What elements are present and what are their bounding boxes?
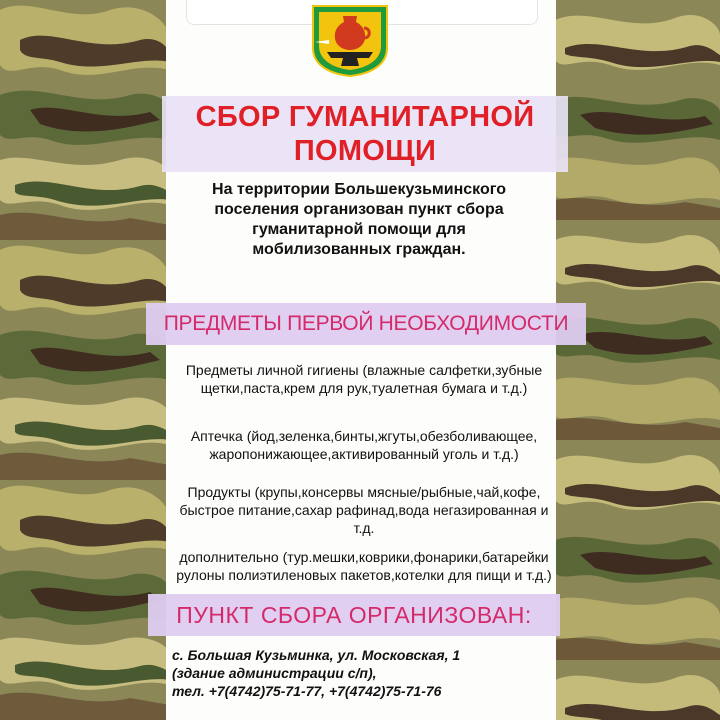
title-line: СБОР ГУМАНИТАРНОЙ (195, 101, 535, 133)
essentials-item-food (168, 483, 560, 537)
intro-paragraph (178, 180, 540, 260)
poster-title (162, 96, 568, 172)
essentials-heading: ПРЕДМЕТЫ ПЕРВОЙ НЕОБХОДИМОСТИ (146, 303, 586, 345)
coat-of-arms-jug-anvil-icon (309, 4, 391, 78)
essentials-item-additional (168, 548, 560, 584)
item-line: Аптечка (йод,зеленка,бинты,жгуты,обезболивающее, (190, 428, 538, 444)
item-line: Предметы личной гигиены (влажные салфетки,зубные (185, 362, 543, 378)
item-line: дополнительно (тур.мешки,коврики,фонарики,батарейки (179, 549, 549, 565)
camouflage-background-right (555, 0, 720, 720)
item-line: т.д. (353, 520, 375, 536)
item-line: быстрое питание,сахар рафинад,вода негазированная и (179, 502, 549, 518)
collection-point-heading: ПУНКТ СБОРА ОРГАНИЗОВАН: (148, 594, 560, 636)
intro-line: гуманитарной помощи для (252, 221, 466, 238)
phone-numbers: тел. +7(4742)75-71-77, +7(4742)75-71-76 (172, 683, 442, 699)
intro-line: поселения организован пункт сбора (214, 201, 504, 218)
item-line: рулоны полиэтиленовых пакетов,котелки для пищи и т.д.) (176, 567, 552, 583)
title-line: ПОМОЩИ (293, 135, 437, 167)
collection-point-address (172, 646, 552, 700)
essentials-item-first-aid (168, 427, 560, 463)
item-line: щетки,паста,крем для рук,туалетная бумага и т.д.) (200, 380, 528, 396)
address-line: (здание администрации с/п), (172, 665, 377, 681)
intro-line: На территории Большекузьминского (212, 181, 506, 198)
intro-line: мобилизованных граждан. (252, 241, 466, 258)
essentials-item-hygiene (168, 361, 560, 397)
item-line: жаропонижающее,активированный уголь и т.д.) (209, 446, 519, 462)
camouflage-background-left (0, 0, 170, 720)
address-line: с. Большая Кузьминка, ул. Московская, 1 (172, 647, 461, 663)
item-line: Продукты (крупы,консервы мясные/рыбные,чай,кофе, (187, 484, 541, 500)
